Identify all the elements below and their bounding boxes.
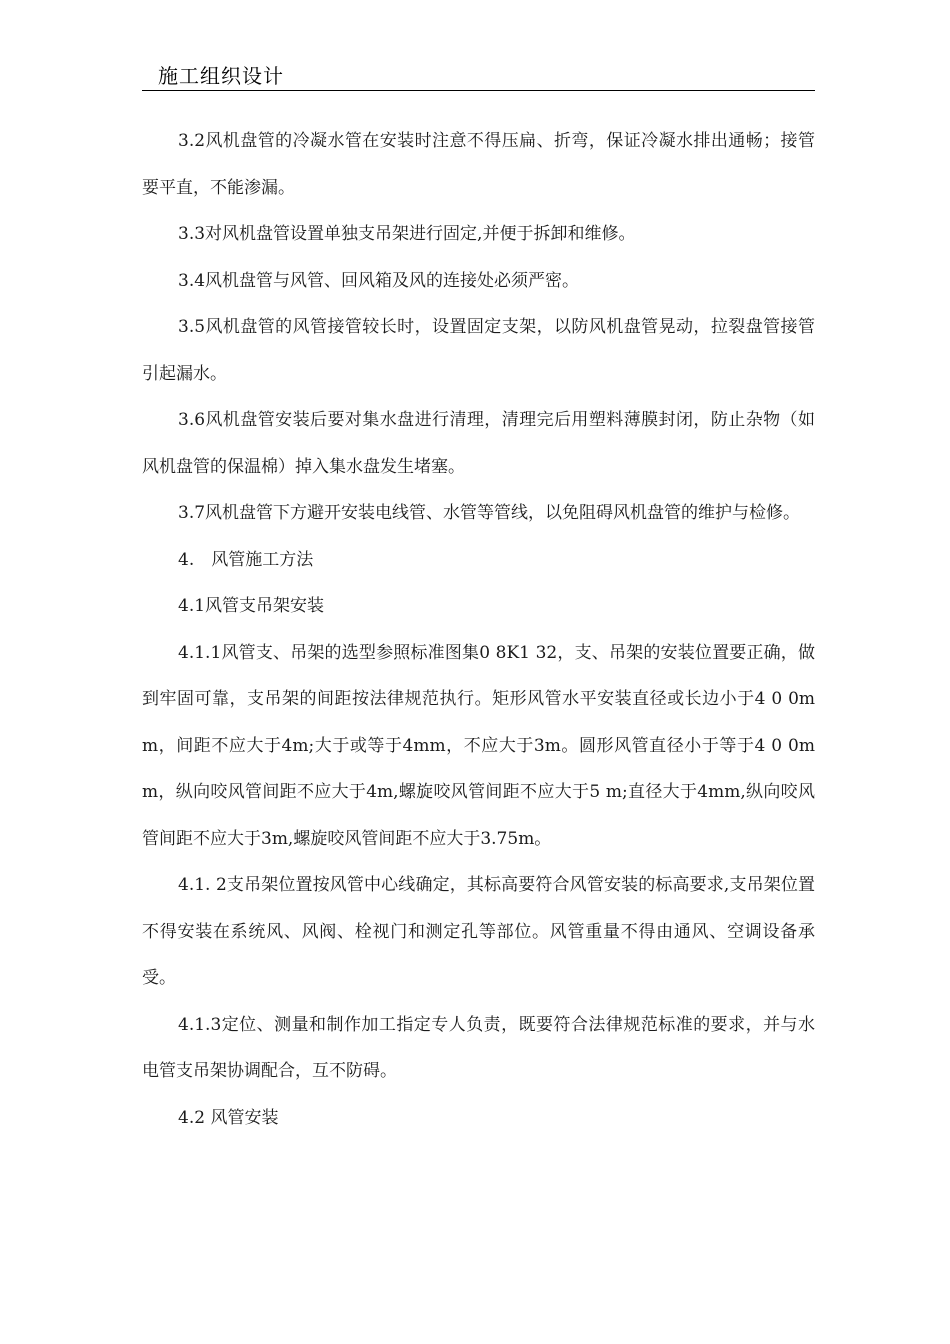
document-title: 施工组织设计 bbox=[158, 64, 284, 88]
paragraph-4-1-1: 4.1.1风管支、吊架的选型参照标准图集0 8K1 32，支、吊架的安装位置要正确，做到牢固可靠，支吊架的间距按法律规范执行。矩形风管水平安装直径或长边小于4 0 0mm，间距不应大于4m;大于或等于4mm，不应大于3m。圆形风管直径小于等于4 0 0mm，纵向咬风管间距不应大于4m,螺旋咬风管间距不应大于5 m;直径大于4mm,纵向咬风管间距不应大于3m,螺旋咬风管间距不应大于3.75m。 bbox=[142, 642, 815, 849]
section-heading-4: 4. 风管施工方法 bbox=[178, 549, 314, 570]
section-heading-4-2: 4.2 风管安装 bbox=[178, 1107, 279, 1128]
paragraph-4-1-3: 4.1.3定位、测量和制作加工指定专人负责，既要符合法律规范标准的要求，并与水电管支吊架协调配合，互不防碍。 bbox=[142, 1014, 815, 1081]
document-body bbox=[142, 118, 815, 1141]
paragraph-4-1-2: 4.1. 2支吊架位置按风管中心线确定，其标高要符合风管安装的标高要求,支吊架位置不得安装在系统风、风阀、栓视门和测定孔等部位。风管重量不得由通风、空调设备承受。 bbox=[142, 875, 815, 988]
paragraph-3-6: 3.6风机盘管安装后要对集水盘进行清理，清理完后用塑料薄膜封闭，防止杂物（如风机盘管的保温棉）掉入集水盘发生堵塞。 bbox=[142, 410, 815, 477]
section-heading-4-1: 4.1风管支吊架安装 bbox=[178, 596, 325, 616]
paragraph-3-5: 3.5风机盘管的风管接管较长时，设置固定支架，以防风机盘管晃动，拉裂盘管接管引起漏水。 bbox=[142, 317, 815, 384]
paragraph-3-3: 3.3对风机盘管设置单独支吊架进行固定,并便于拆卸和维修。 bbox=[178, 224, 636, 244]
paragraph-3-2: 3.2风机盘管的冷凝水管在安装时注意不得压扁、折弯，保证冷凝水排出通畅；接管要平直，不能渗漏。 bbox=[142, 131, 815, 198]
paragraph-3-4: 3.4风机盘管与风管、回风箱及风的连接处必须严密。 bbox=[178, 270, 580, 291]
paragraph-3-7: 3.7风机盘管下方避开安装电线管、水管等管线，以免阻碍风机盘管的维护与检修。 bbox=[178, 503, 801, 523]
page-header bbox=[142, 62, 815, 91]
